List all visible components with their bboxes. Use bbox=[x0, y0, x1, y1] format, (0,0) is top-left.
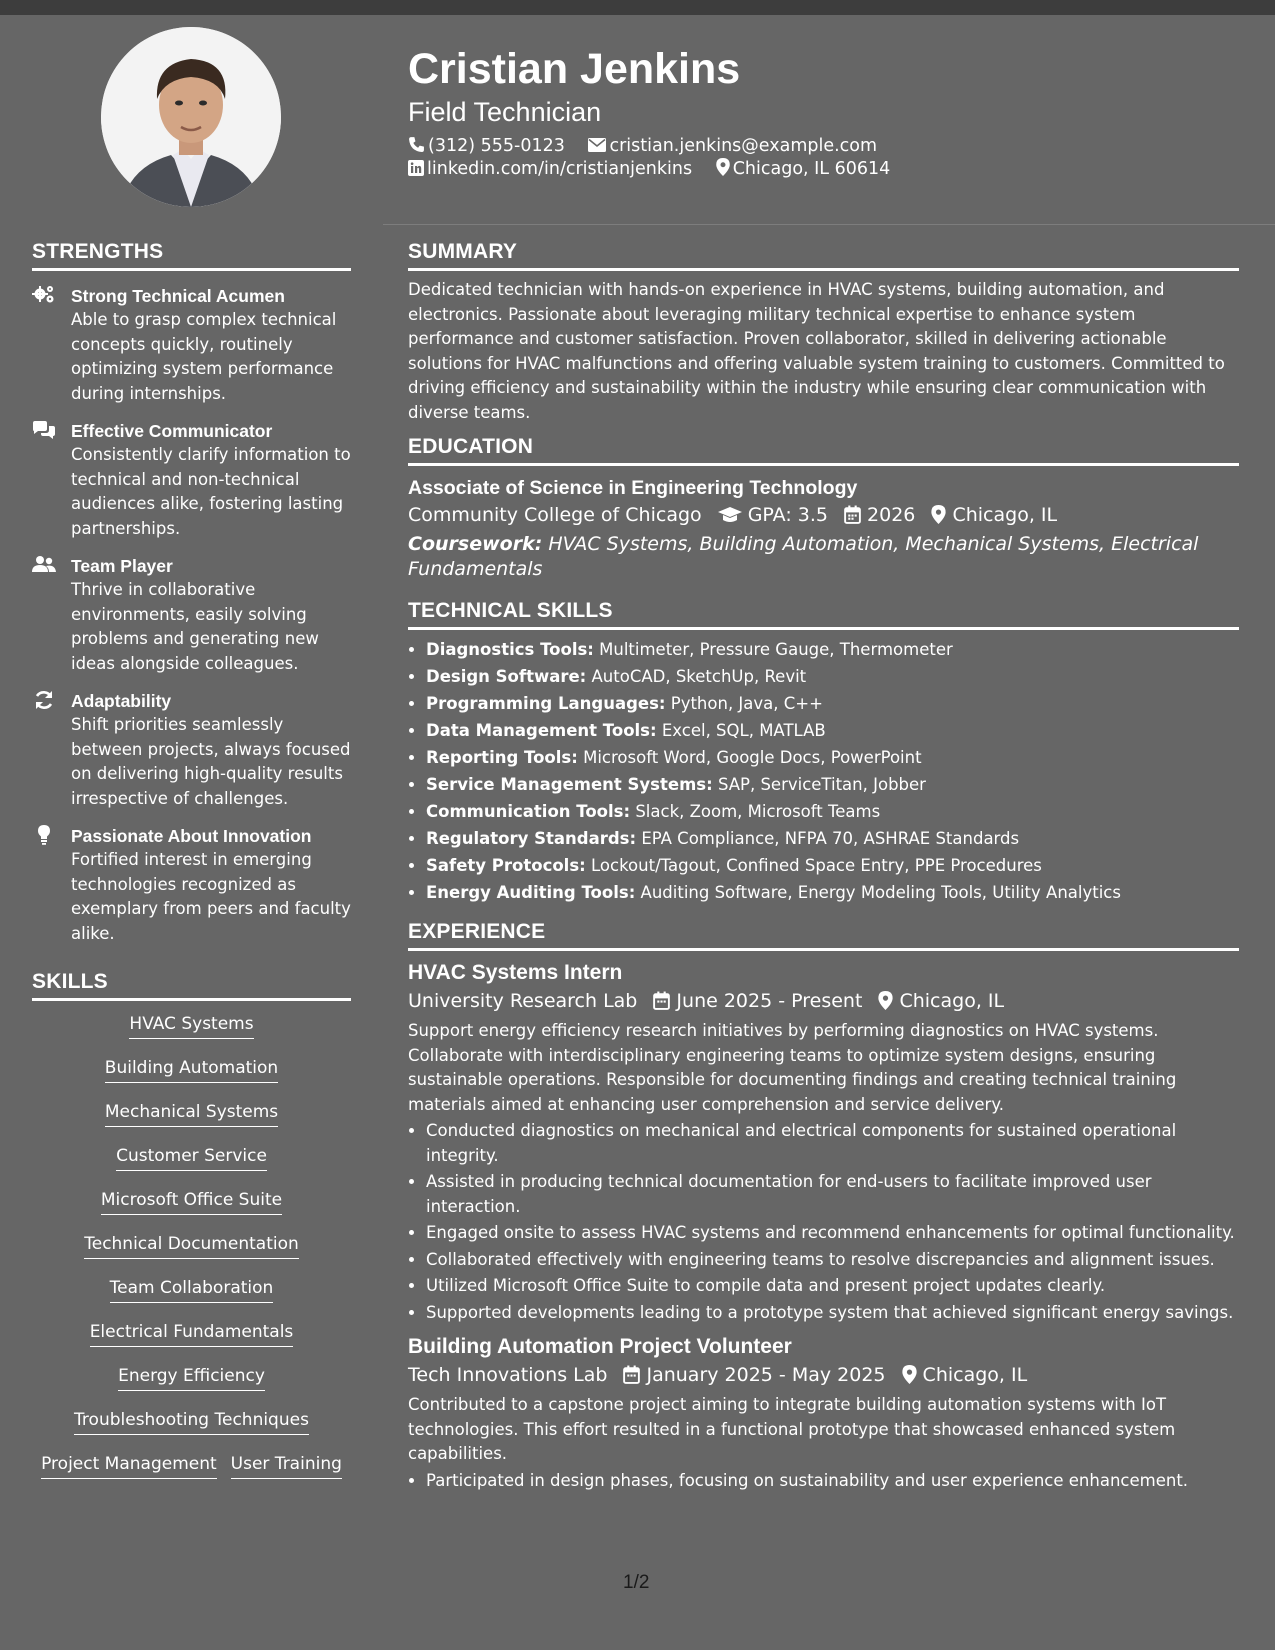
strength-desc: Thrive in collaborative environments, easily solving problems and generating new ideas alongside colleagues. bbox=[71, 580, 319, 673]
strength-desc: Able to grasp complex technical concepts quickly, routinely optimizing system performance during internships. bbox=[71, 310, 337, 403]
education-section bbox=[408, 435, 1239, 581]
job-location: Chicago, IL bbox=[899, 990, 1005, 1012]
list-item: • Assisted in producing technical documentation for end-users to facilitate improved user interaction. bbox=[426, 1170, 1239, 1219]
job-title: Building Automation Project Volunteer bbox=[408, 1335, 792, 1358]
job-org: University Research Lab bbox=[408, 990, 638, 1012]
list-item bbox=[426, 771, 1239, 798]
strength-item bbox=[32, 419, 351, 541]
list-item bbox=[426, 636, 1239, 663]
skills-heading: SKILLS bbox=[32, 970, 351, 1001]
strength-title: Team Player bbox=[71, 556, 173, 576]
degree-title: Associate of Science in Engineering Technology bbox=[408, 477, 858, 499]
graduation-year: 2026 bbox=[867, 504, 916, 526]
contact-row-2 bbox=[408, 157, 908, 181]
strength-desc: Shift priorities seamlessly between projects, always focused on delivering high-quality results irrespective of challenges. bbox=[71, 715, 351, 808]
technical-skills-list bbox=[408, 636, 1239, 906]
list-item bbox=[426, 663, 1239, 690]
strength-item bbox=[32, 554, 351, 676]
calendar-icon bbox=[653, 991, 670, 1010]
list-item: • Collaborated effectively with engineering teams to resolve discrepancies and alignment issues. bbox=[426, 1248, 1239, 1273]
skill-label: Design Software: bbox=[426, 667, 587, 686]
skill-label: Service Management Systems: bbox=[426, 775, 713, 794]
skill-value: SAP, ServiceTitan, Jobber bbox=[717, 775, 926, 794]
job-description: Support energy efficiency research initiatives by performing diagnostics on HVAC systems. Collaborate with interdisciplinary engineering teams to optimize system designs, ensuring sustainable operations. Responsible for documenting findings and creating technical training materials aimed at enhancing user comprehension and service delivery. bbox=[408, 1021, 1177, 1114]
list-item bbox=[426, 852, 1239, 879]
linkedin-item[interactable] bbox=[408, 157, 692, 181]
skill-tag: HVAC Systems bbox=[129, 1013, 253, 1039]
skill-tag: Building Automation bbox=[105, 1057, 278, 1083]
skill-label: Diagnostics Tools: bbox=[426, 640, 594, 659]
technical-skills-section bbox=[408, 599, 1239, 906]
page-number: 1/2 bbox=[623, 1572, 650, 1593]
skill-tag: Project Management bbox=[41, 1453, 217, 1479]
coursework bbox=[408, 532, 1239, 581]
skill-label: Data Management Tools: bbox=[426, 721, 657, 740]
strength-item bbox=[32, 824, 351, 946]
skill-value: Excel, SQL, MATLAB bbox=[661, 721, 826, 740]
skill-tag: User Training bbox=[231, 1453, 342, 1479]
summary-section bbox=[408, 240, 1239, 425]
education-heading: EDUCATION bbox=[408, 435, 1239, 466]
skill-label: Safety Protocols: bbox=[426, 856, 586, 875]
users-icon bbox=[32, 555, 56, 575]
profile-photo bbox=[101, 27, 281, 207]
gears-icon bbox=[32, 285, 56, 305]
strength-title: Strong Technical Acumen bbox=[71, 286, 285, 306]
job-bullets bbox=[408, 1469, 1239, 1494]
skill-value: Multimeter, Pressure Gauge, Thermometer bbox=[599, 640, 953, 659]
list-item bbox=[426, 717, 1239, 744]
candidate-role: Field Technician bbox=[408, 97, 602, 127]
sync-icon bbox=[32, 690, 56, 710]
right-column bbox=[408, 240, 1239, 1503]
phone-item[interactable] bbox=[408, 134, 565, 158]
skill-tag: Mechanical Systems bbox=[105, 1101, 278, 1127]
summary-heading: SUMMARY bbox=[408, 240, 1239, 271]
job-entry bbox=[408, 1333, 1239, 1493]
technical-skills-heading: TECHNICAL SKILLS bbox=[408, 599, 1239, 630]
list-item: • Participated in design phases, focusing on sustainability and user experience enhancement. bbox=[426, 1469, 1239, 1494]
list-item bbox=[426, 879, 1239, 906]
phone-text: (312) 555-0123 bbox=[428, 136, 565, 156]
list-item bbox=[426, 744, 1239, 771]
strength-item bbox=[32, 689, 351, 811]
job-dates: January 2025 - May 2025 bbox=[646, 1364, 886, 1386]
skill-value: Slack, Zoom, Microsoft Teams bbox=[635, 802, 881, 821]
gpa: GPA: 3.5 bbox=[747, 504, 828, 526]
map-pin-icon bbox=[931, 505, 946, 524]
list-item bbox=[426, 798, 1239, 825]
strength-title: Adaptability bbox=[71, 691, 172, 711]
experience-heading: EXPERIENCE bbox=[408, 920, 1239, 951]
summary-text: Dedicated technician with hands-on experience in HVAC systems, building automation, and electronics. Passionate about leveraging military technical expertise to enhance system performance and customer satisfaction. Proven collaborator, skilled in delivering actionable solutions for HVAC malfunctions and offering valuable system training to customers. Committed to driving efficiency and sustainability within the industry while ensuring clear communication with diverse teams. bbox=[408, 280, 1225, 422]
location-text: Chicago, IL 60614 bbox=[732, 159, 891, 179]
skill-tag: Team Collaboration bbox=[110, 1277, 274, 1303]
list-item: • Supported developments leading to a prototype system that achieved significant energy savings. bbox=[426, 1301, 1239, 1326]
education-location: Chicago, IL bbox=[952, 504, 1058, 526]
graduation-cap-icon bbox=[718, 506, 742, 524]
skill-label: Energy Auditing Tools: bbox=[426, 883, 636, 902]
location-item bbox=[716, 157, 891, 181]
chat-icon bbox=[32, 420, 56, 440]
job-title: HVAC Systems Intern bbox=[408, 961, 623, 984]
skill-tag: Microsoft Office Suite bbox=[101, 1189, 282, 1215]
school-name: Community College of Chicago bbox=[408, 504, 702, 526]
map-pin-icon bbox=[716, 158, 730, 176]
list-item: • Conducted diagnostics on mechanical and electrical components for sustained operational integrity. bbox=[426, 1119, 1239, 1168]
list-item bbox=[426, 690, 1239, 717]
skill-label: Programming Languages: bbox=[426, 694, 666, 713]
skill-tag: Electrical Fundamentals bbox=[90, 1321, 294, 1347]
job-org: Tech Innovations Lab bbox=[408, 1364, 608, 1386]
skill-label: Communication Tools: bbox=[426, 802, 631, 821]
job-entry bbox=[408, 959, 1239, 1325]
coursework-label: Coursework: bbox=[408, 533, 543, 555]
skill-value: Python, Java, C++ bbox=[670, 694, 823, 713]
skill-tag: Customer Service bbox=[116, 1145, 267, 1171]
job-meta bbox=[408, 987, 1239, 1015]
job-dates: June 2025 - Present bbox=[676, 990, 863, 1012]
map-pin-icon bbox=[878, 991, 893, 1010]
calendar-icon bbox=[623, 1365, 640, 1384]
job-meta bbox=[408, 1361, 1239, 1389]
skill-value: Microsoft Word, Google Docs, PowerPoint bbox=[583, 748, 922, 767]
skill-tag: Energy Efficiency bbox=[118, 1365, 265, 1391]
experience-section bbox=[408, 920, 1239, 1493]
linkedin-icon bbox=[408, 160, 424, 176]
skills-list bbox=[32, 1013, 351, 1497]
job-description: Contributed to a capstone project aiming to integrate building automation systems with IoT technologies. This effort resulted in a functional prototype that showcased enhanced system capabilities. bbox=[408, 1395, 1176, 1463]
skill-label: Regulatory Standards: bbox=[426, 829, 637, 848]
strength-desc: Fortified interest in emerging technologies recognized as exemplary from peers and faculty alike. bbox=[71, 850, 351, 943]
skill-tag: Technical Documentation bbox=[84, 1233, 299, 1259]
linkedin-text: linkedin.com/in/cristianjenkins bbox=[427, 159, 693, 179]
list-item: • Engaged onsite to assess HVAC systems and recommend enhancements for optimal functionality. bbox=[426, 1221, 1239, 1246]
contact-row-1 bbox=[408, 134, 895, 158]
job-location: Chicago, IL bbox=[922, 1364, 1028, 1386]
coursework-list: HVAC Systems, Building Automation, Mechanical Systems, Electrical Fundamentals bbox=[408, 533, 1199, 580]
lightbulb-icon bbox=[32, 825, 56, 845]
map-pin-icon bbox=[902, 1365, 917, 1384]
email-item[interactable] bbox=[588, 134, 877, 158]
skill-value: EPA Compliance, NFPA 70, ASHRAE Standards bbox=[641, 829, 1020, 848]
skill-value: Auditing Software, Energy Modeling Tools, Utility Analytics bbox=[640, 883, 1121, 902]
left-column bbox=[32, 240, 351, 1497]
strengths-heading: STRENGTHS bbox=[32, 240, 351, 271]
strength-title: Effective Communicator bbox=[71, 421, 273, 441]
strength-desc: Consistently clarify information to technical and non-technical audiences alike, fostering lasting partnerships. bbox=[71, 445, 351, 538]
calendar-icon bbox=[844, 505, 861, 524]
strength-title: Passionate About Innovation bbox=[71, 826, 312, 846]
job-bullets bbox=[408, 1119, 1239, 1325]
list-item: • Utilized Microsoft Office Suite to compile data and present project updates clearly. bbox=[426, 1274, 1239, 1299]
header-divider bbox=[383, 224, 1275, 225]
top-bar bbox=[0, 0, 1275, 15]
phone-icon bbox=[408, 136, 425, 153]
skill-value: Lockout/Tagout, Confined Space Entry, PPE Procedures bbox=[591, 856, 1042, 875]
skill-value: AutoCAD, SketchUp, Revit bbox=[591, 667, 807, 686]
list-item bbox=[426, 825, 1239, 852]
skill-label: Reporting Tools: bbox=[426, 748, 578, 767]
education-meta bbox=[408, 501, 1239, 529]
envelope-icon bbox=[588, 137, 606, 153]
strength-item bbox=[32, 284, 351, 406]
candidate-name: Cristian Jenkins bbox=[408, 45, 741, 93]
skill-tag: Troubleshooting Techniques bbox=[74, 1409, 309, 1435]
email-text: cristian.jenkins@example.com bbox=[609, 136, 878, 156]
